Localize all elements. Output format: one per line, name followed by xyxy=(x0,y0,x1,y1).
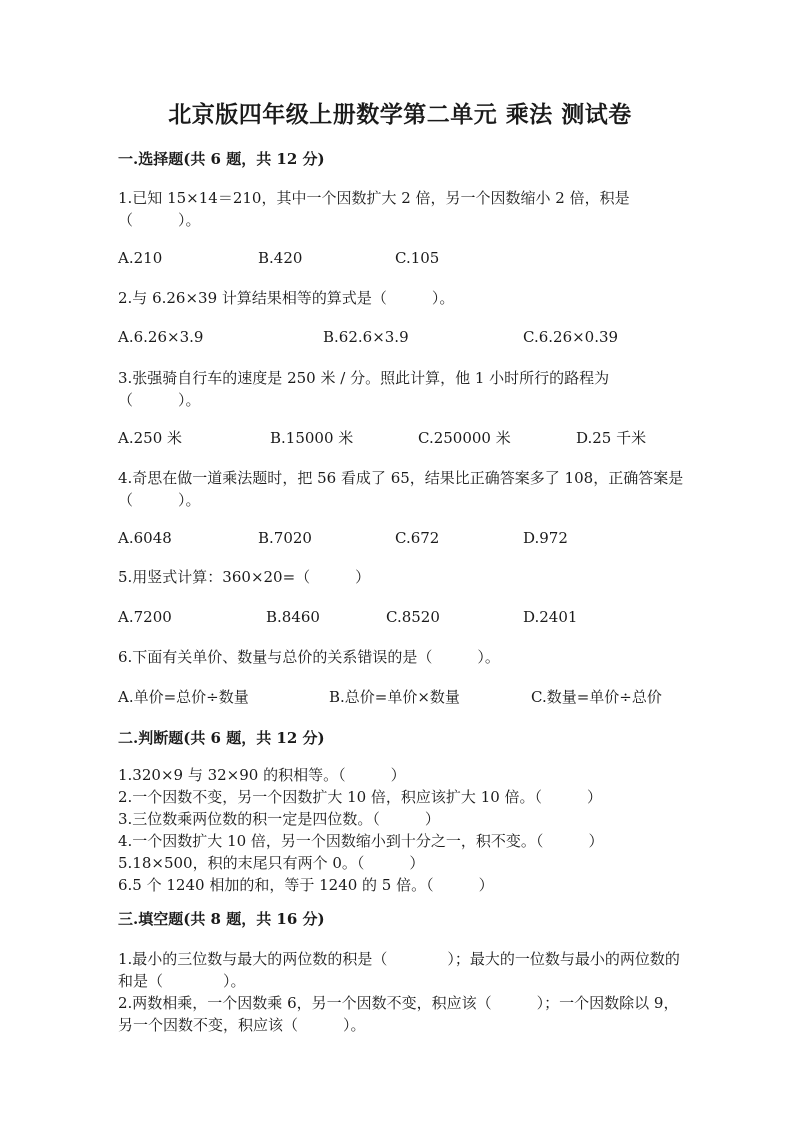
choice-question-2: 2.与 6.26×39 计算结果相等的算式是（ ）。 xyxy=(118,289,455,307)
choice-options-3 xyxy=(118,427,684,449)
option-b: B.15000 米 xyxy=(270,429,354,447)
choice-question-3: 3.张强骑自行车的速度是 250 米 / 分。照此计算，他 1 小时所行的路程为（ ）。 xyxy=(118,369,610,409)
list-item: 6.5 个 1240 相加的和，等于 1240 的 5 倍。（ ） xyxy=(118,876,494,894)
list-item: 2.一个因数不变，另一个因数扩大 10 倍，积应该扩大 10 倍。（ ） xyxy=(118,788,603,806)
option-c: C.105 xyxy=(395,249,440,267)
option-d: D.2401 xyxy=(523,608,578,626)
option-b: B.7020 xyxy=(258,529,312,547)
list-item: 5.18×500，积的末尾只有两个 0。（ ） xyxy=(118,854,425,872)
section-heading-fill-blank: 三.填空题(共 8 题，共 16 分) xyxy=(118,910,325,928)
choice-options-2 xyxy=(118,326,684,348)
true-false-list xyxy=(118,764,684,896)
option-a: A.7200 xyxy=(118,608,172,626)
list-item: 4.一个因数扩大 10 倍，另一个因数缩小到十分之一，积不变。（ ） xyxy=(118,832,604,850)
list-item: 1.320×9 与 32×90 的积相等。（ ） xyxy=(118,766,406,784)
choice-options-5 xyxy=(118,606,684,628)
choice-question-4: 4.奇思在做一道乘法题时，把 56 看成了 65，结果比正确答案多了 108，正确答案是（ ）。 xyxy=(118,469,684,509)
option-a: A.210 xyxy=(118,249,163,267)
fill-blank-question-2: 2.两数相乘，一个因数乘 6，另一个因数不变，积应该（ ）；一个因数除以 9，另一个因数不变，积应该（ ）。 xyxy=(118,994,679,1034)
option-b: B.420 xyxy=(258,249,303,267)
option-c: C.250000 米 xyxy=(418,429,511,447)
choice-options-4 xyxy=(118,527,684,549)
choice-options-6 xyxy=(118,686,684,708)
option-a: A.单价=总价÷数量 xyxy=(118,688,249,706)
choice-question-1: 1.已知 15×14＝210，其中一个因数扩大 2 倍，另一个因数缩小 2 倍，积是（ ）。 xyxy=(118,189,630,229)
option-c: C.6.26×0.39 xyxy=(523,328,619,346)
option-c: C.672 xyxy=(395,529,440,547)
section-heading-choice: 一.选择题(共 6 题，共 12 分) xyxy=(118,150,325,168)
option-d: D.972 xyxy=(523,529,568,547)
fill-blank-question-1: 1.最小的三位数与最大的两位数的积是（ ）；最大的一位数与最小的两位数的和是（ ）。 xyxy=(118,950,680,990)
option-b: B.总价=单价×数量 xyxy=(329,688,460,706)
list-item: 3.三位数乘两位数的积一定是四位数。（ ） xyxy=(118,810,440,828)
choice-question-6: 6.下面有关单价、数量与总价的关系错误的是（ ）。 xyxy=(118,648,500,666)
option-a: A.6048 xyxy=(118,529,172,547)
choice-options-1 xyxy=(118,247,684,269)
option-b: B.62.6×3.9 xyxy=(323,328,409,346)
page-title: 北京版四年级上册数学第二单元 乘法 测试卷 xyxy=(168,101,632,128)
option-d: D.25 千米 xyxy=(576,429,647,447)
option-c: C.数量=单价÷总价 xyxy=(531,688,662,706)
option-a: A.6.26×3.9 xyxy=(118,328,204,346)
choice-question-5: 5.用竖式计算：360×20=（ ） xyxy=(118,568,371,586)
option-a: A.250 米 xyxy=(118,429,182,447)
option-c: C.8520 xyxy=(386,608,440,626)
option-b: B.8460 xyxy=(266,608,320,626)
section-heading-true-false: 二.判断题(共 6 题，共 12 分) xyxy=(118,729,325,747)
